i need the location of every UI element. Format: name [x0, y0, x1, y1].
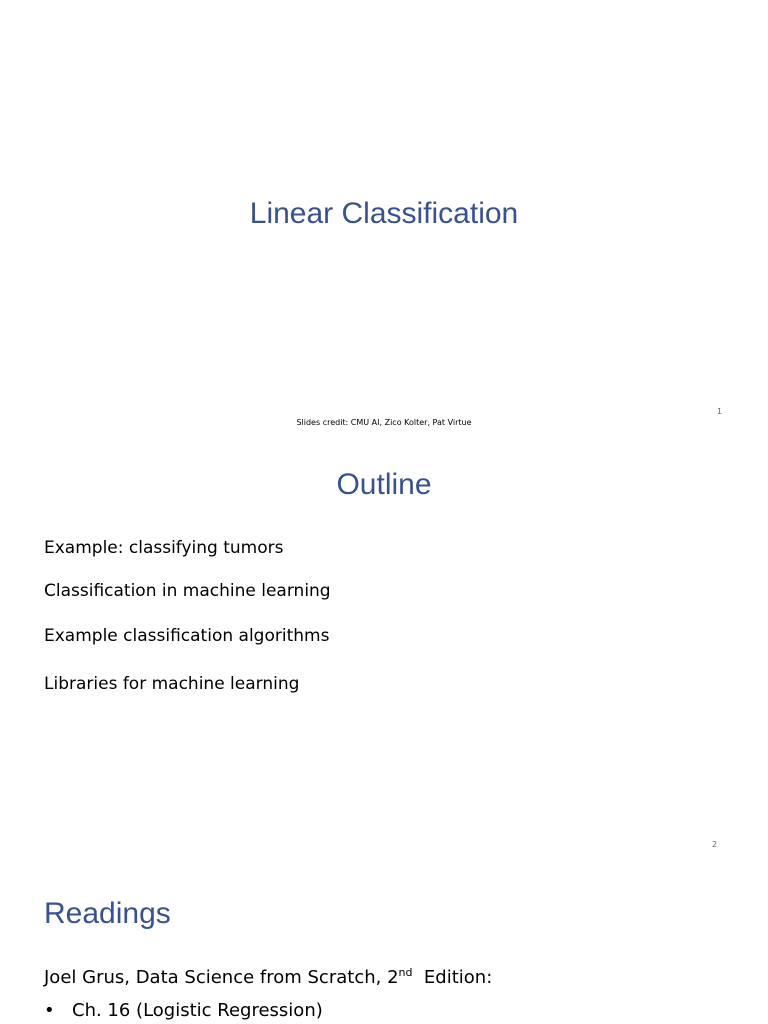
readings-heading: Readings [44, 897, 171, 930]
slide-readings [0, 856, 768, 1024]
bullet-glyph: • [44, 1000, 55, 1021]
outline-item: Example classification algorithms [44, 626, 330, 646]
slide-title-heading: Linear Classification [249, 197, 519, 230]
reading-bullet-text: Ch. 16 (Logistic Regression) [72, 1000, 323, 1021]
reading-prefix: Joel Grus, Data Science from Scratch, 2 [44, 967, 399, 988]
slides-credit: Slides credit: CMU AI, Zico Kolter, Pat Virtue [296, 418, 472, 427]
outline-heading: Outline [336, 468, 432, 501]
reading-suffix: Edition: [412, 967, 493, 988]
page-number: 1 [717, 407, 723, 416]
reading-bullet-item [44, 1000, 323, 1021]
reading-reference [44, 967, 492, 988]
outline-item: Classification in machine learning [44, 581, 331, 601]
slide-title [0, 0, 768, 436]
outline-item: Libraries for machine learning [44, 674, 300, 694]
reading-superscript: nd [398, 966, 413, 979]
outline-item: Example: classifying tumors [44, 538, 284, 558]
page-number: 2 [712, 840, 718, 849]
slide-outline [0, 436, 768, 856]
